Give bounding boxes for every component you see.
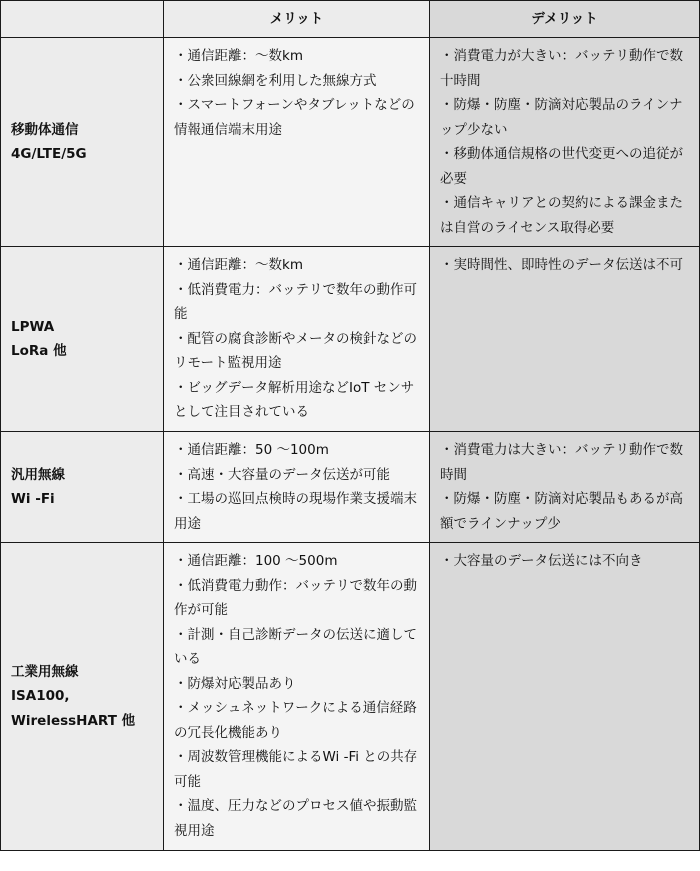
merit-item: ・通信距離：～数km <box>174 257 303 273</box>
demerit-cell <box>430 432 700 543</box>
category-line: LoRa 他 <box>11 343 67 359</box>
demerit-item: ・通信キャリアとの契約による課金または自営のライセンス取得必要 <box>440 195 683 236</box>
category-line: 汎用無線 <box>11 466 65 483</box>
merit-item: ・低消費電力動作：バッテリで数年の動作が可能 <box>174 577 417 618</box>
demerit-item: ・大容量のデータ伝送には不向き <box>440 553 643 569</box>
category-line: 4G/LTE/5G <box>11 146 87 162</box>
category-line: Wi -Fi <box>11 491 55 507</box>
table-row <box>1 432 700 543</box>
table-row <box>1 38 700 247</box>
merit-item: ・工場の巡回点検時の現場作業支援端末用途 <box>174 491 417 532</box>
category-line: WirelessHART 他 <box>11 712 136 729</box>
merit-item: ・低消費電力：バッテリで数年の動作可能 <box>174 281 417 322</box>
category-line: 工業用無線 <box>11 663 79 680</box>
merit-item: ・防爆対応製品あり <box>174 675 296 692</box>
merit-item: ・高速・大容量のデータ伝送が可能 <box>174 466 390 483</box>
merit-item: ・計測・自己診断データの伝送に適している <box>174 626 417 667</box>
header-blank-cell <box>1 1 164 38</box>
header-demerit: デメリット <box>430 1 700 38</box>
demerit-cell <box>430 38 700 247</box>
merit-item: ・公衆回線網を利用した無線方式 <box>174 72 377 89</box>
table-row <box>1 543 700 851</box>
category-line: LPWA <box>11 318 55 335</box>
merit-item: ・通信距離：50 ～100m <box>174 442 329 458</box>
demerit-item: ・防爆・防塵・防滴対応製品もあるが高額でラインナップ少 <box>440 491 683 532</box>
merit-cell <box>164 247 430 432</box>
category-cell <box>1 38 164 247</box>
merit-item: ・通信距離：100 ～500m <box>174 553 338 569</box>
category-cell <box>1 432 164 543</box>
merit-item: ・配管の腐食診断やメータの検針などのリモート監視用途 <box>174 330 417 371</box>
demerit-item: ・消費電力は大きい：バッテリ動作で数時間 <box>440 442 683 483</box>
merit-item: ・周波数管理機能によるWi -Fi との共存可能 <box>174 749 418 790</box>
merit-cell <box>164 432 430 543</box>
header-row <box>1 1 700 38</box>
header-merit: メリット <box>164 1 430 38</box>
merit-item: ・ビッグデータ解析用途などIoT センサとして注目されている <box>174 379 415 420</box>
merit-cell <box>164 38 430 247</box>
demerit-item: ・防爆・防塵・防滴対応製品のラインナップ少ない <box>440 97 683 138</box>
merit-item: ・温度、圧力などのプロセス値や振動監視用途 <box>174 798 417 839</box>
table-row <box>1 247 700 432</box>
demerit-item: ・消費電力が大きい：バッテリ動作で数十時間 <box>440 48 683 89</box>
merit-item: ・通信距離：～数km <box>174 48 303 64</box>
merit-item: ・メッシュネットワークによる通信経路の冗長化機能あり <box>174 700 417 741</box>
category-cell <box>1 247 164 432</box>
demerit-cell <box>430 543 700 851</box>
demerit-item: ・移動体通信規格の世代変更への追従が必要 <box>440 146 683 187</box>
category-line: 移動体通信 <box>11 121 79 138</box>
demerit-item: ・実時間性、即時性のデータ伝送は不可 <box>440 257 683 273</box>
category-line: ISA100, <box>11 688 70 705</box>
category-cell <box>1 543 164 851</box>
merit-item: ・スマートフォーンやタブレットなどの情報通信端末用途 <box>174 97 415 138</box>
merit-cell <box>164 543 430 851</box>
demerit-cell <box>430 247 700 432</box>
